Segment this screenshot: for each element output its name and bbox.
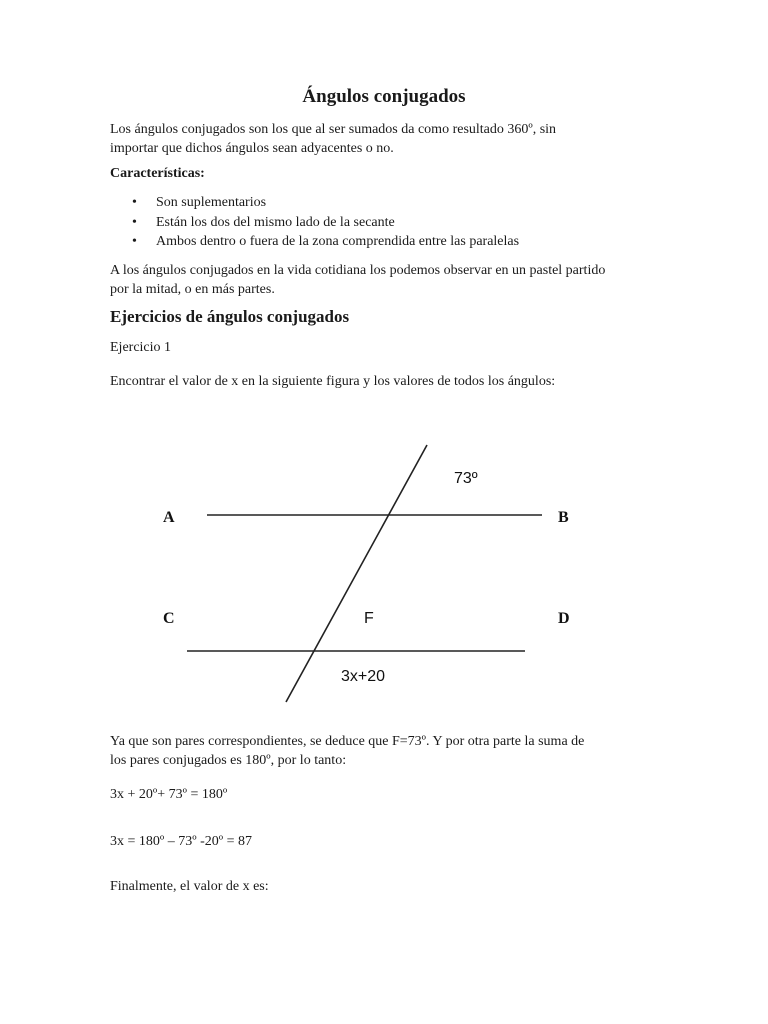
intro-line-1: Los ángulos conjugados son los que al ser sumados da como resultado 360º, sin [110,122,557,137]
parallel-lines-figure [140,430,600,710]
intro-line-2: importar que dichos ángulos sean adyacentes o no. [110,141,394,156]
angle-label-f: F [364,610,374,627]
exercise-prompt: Encontrar el valor de x en la siguiente figura y los valores de todos los ángulos: [110,374,556,389]
equation-1: 3x + 20º+ 73º = 180º [110,787,228,802]
feature-text: Son suplementarios [156,195,267,210]
example-line-1: A los ángulos conjugados en la vida cotidiana los podemos observar en un pastel partido [110,263,606,278]
angle-label-bottom: 3x+20 [341,668,386,685]
feature-text: Están los dos del mismo lado de la secante [156,214,395,230]
exercise-label: Ejercicio 1 [110,340,172,355]
bullet-icon: • [132,195,137,210]
exercises-heading: Ejercicios de ángulos conjugados [110,307,350,326]
transversal-line [286,445,427,702]
bullet-icon: • [132,214,137,230]
label-c: C [163,610,175,627]
solution-line-1: Ya que son pares correspondientes, se deduce que F=73º. Y por otra parte la suma de [110,734,585,749]
feature-text: Ambos dentro o fuera de la zona comprendida entre las paralelas [156,234,520,249]
list-item [110,213,519,233]
final-text: Finalmente, el valor de x es: [110,879,269,894]
angle-label-top: 73º [454,470,478,487]
label-b: B [558,509,569,526]
label-d: D [558,610,570,627]
bullet-icon: • [132,234,137,249]
example-line-2: por la mitad, o en más partes. [110,282,275,297]
label-a: A [163,509,175,526]
features-list [110,193,519,252]
document-title: Ángulos conjugados [302,86,466,107]
features-heading: Características: [110,166,205,181]
list-item [110,232,519,252]
equation-2: 3x = 180º – 73º -20º = 87 [110,834,252,849]
solution-line-2: los pares conjugados es 180º, por lo tanto: [110,753,347,768]
list-item [110,193,519,213]
